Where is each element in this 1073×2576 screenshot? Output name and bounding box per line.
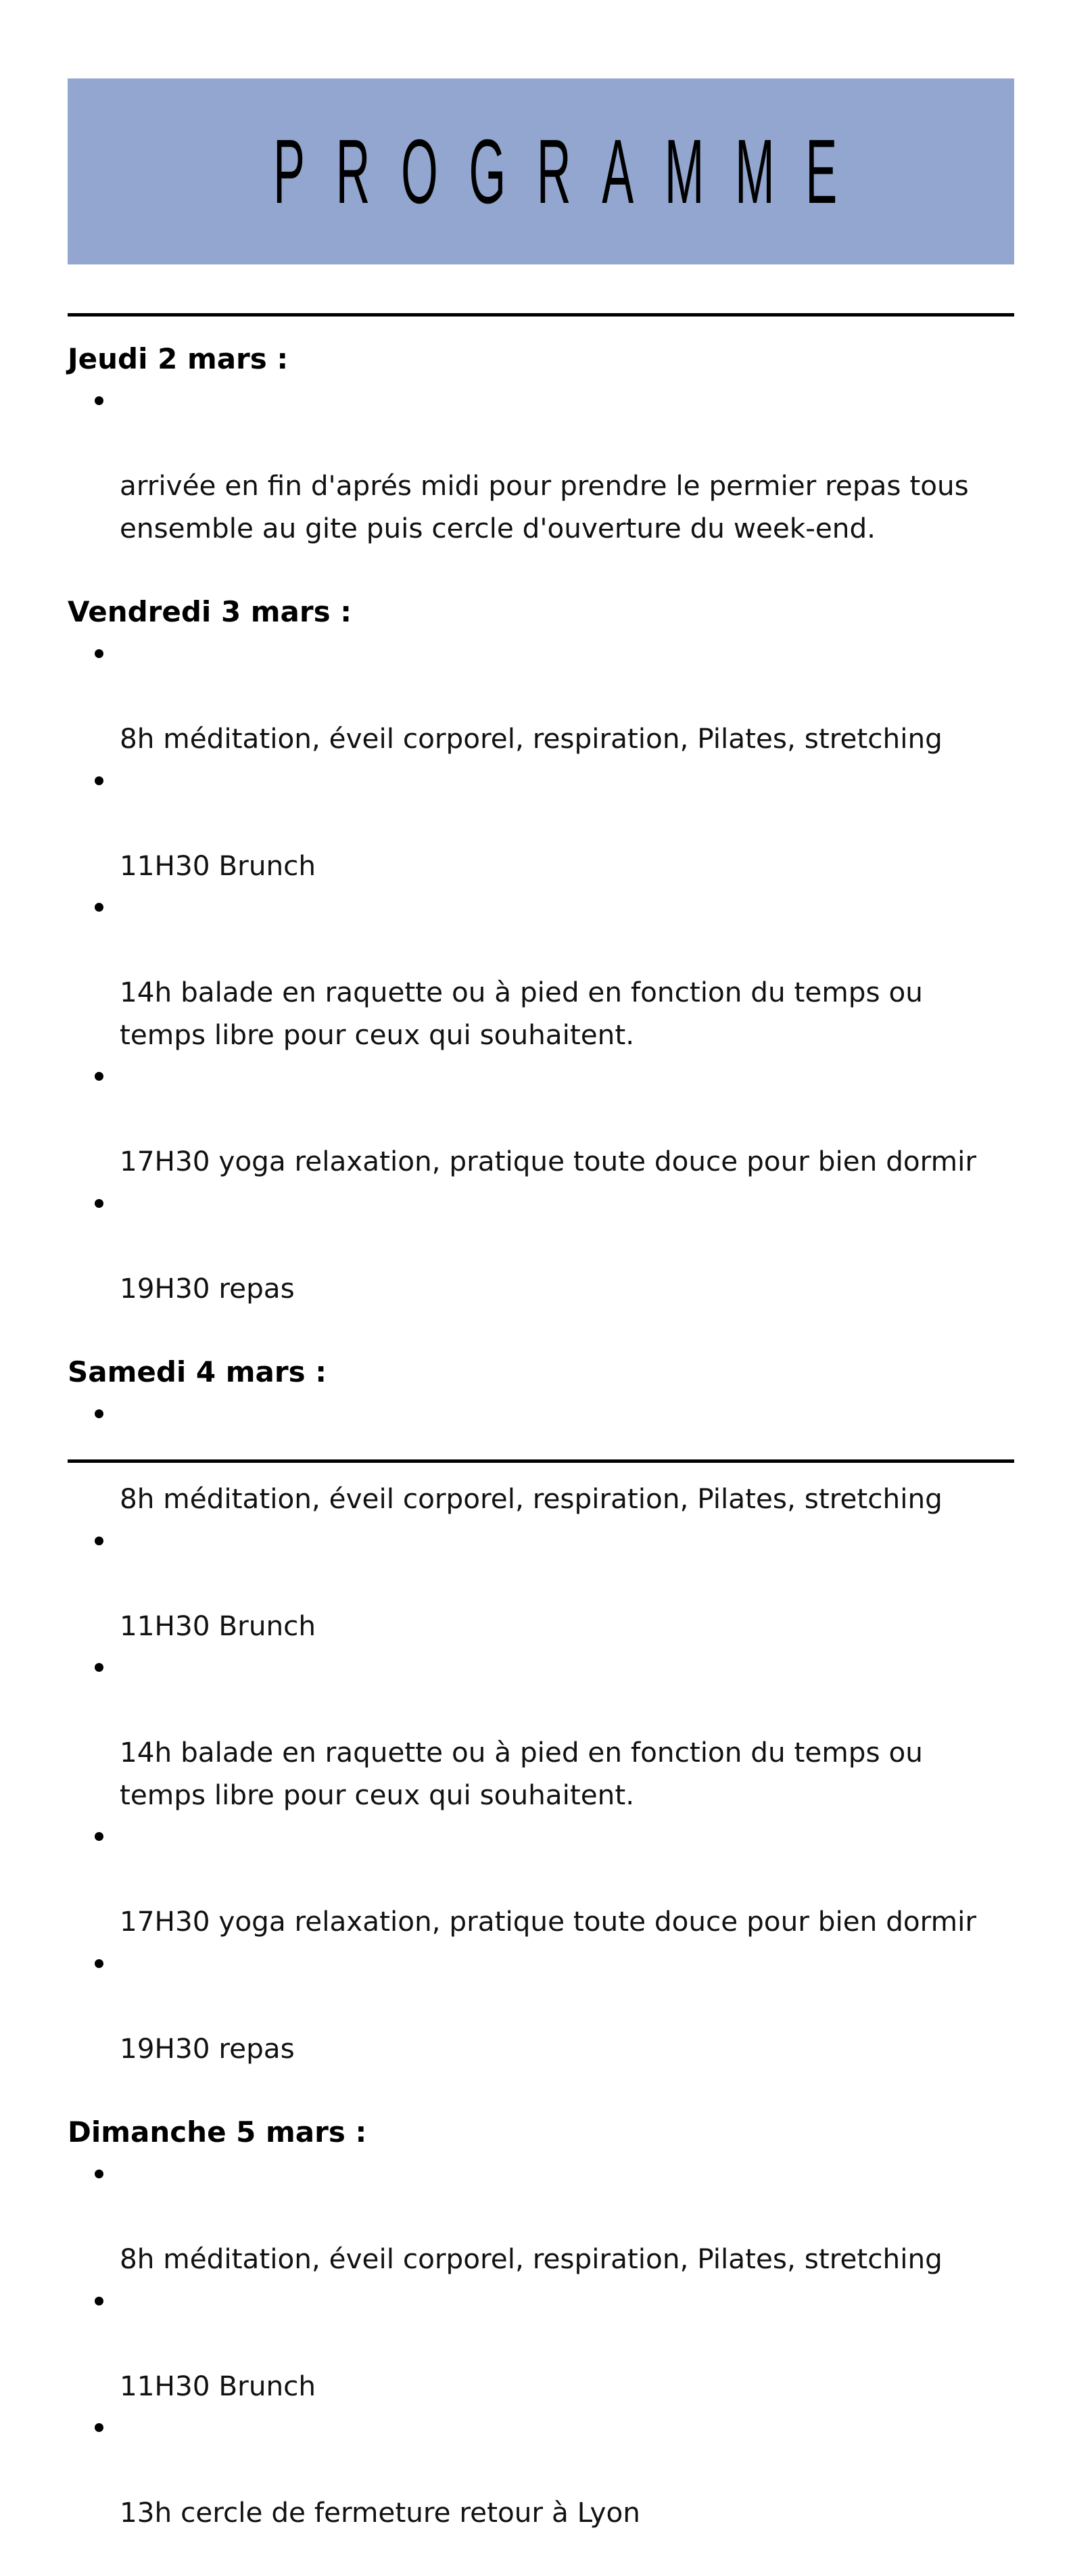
- activity-list: [68, 380, 1028, 549]
- activity-list: [68, 633, 1028, 1309]
- day-section-jeudi: [68, 338, 1028, 549]
- activity-item: [68, 1647, 1028, 1816]
- activity-text: 17H30 yoga relaxation, pratique toute douce pour bien dormir: [120, 1905, 976, 1938]
- day-heading: Vendredi 3 mars :: [68, 595, 352, 628]
- bullet-icon: [95, 1199, 103, 1208]
- activity-item: [68, 1520, 1028, 1647]
- activity-item: [68, 1056, 1028, 1183]
- bullet-icon: [95, 1409, 103, 1418]
- bullet-icon: [95, 2297, 103, 2305]
- activity-text: 14h balade en raquette ou à pied en fonction du temps ou temps libre pour ceux qui souhaitent.: [120, 1736, 923, 1811]
- activity-item: [68, 2280, 1028, 2408]
- day-heading: Dimanche 5 mars :: [68, 2115, 367, 2149]
- title-banner: [68, 78, 1014, 264]
- activity-item: [68, 380, 1028, 549]
- activity-item: [68, 2407, 1028, 2534]
- activity-text: 11H30 Brunch: [120, 2369, 316, 2402]
- activity-item: [68, 887, 1028, 1056]
- activity-item: [68, 1943, 1028, 2070]
- bullet-icon: [95, 1663, 103, 1672]
- bullet-icon: [95, 396, 103, 405]
- activity-text: 11H30 Brunch: [120, 1609, 316, 1642]
- activity-text: 8h méditation, éveil corporel, respiration, Pilates, stretching: [120, 2243, 943, 2275]
- day-heading: Jeudi 2 mars :: [68, 342, 289, 375]
- activity-item: [68, 633, 1028, 760]
- activity-text: 17H30 yoga relaxation, pratique toute douce pour bien dormir: [120, 1145, 976, 1177]
- day-section-dimanche: [68, 2111, 1028, 2534]
- activity-text: 13h cercle de fermeture retour à Lyon: [120, 2496, 640, 2529]
- activity-text: 8h méditation, éveil corporel, respiration, Pilates, stretching: [120, 722, 943, 755]
- bullet-icon: [95, 649, 103, 658]
- bullet-icon: [95, 1072, 103, 1081]
- bullet-icon: [95, 1537, 103, 1545]
- bullet-icon: [95, 776, 103, 785]
- activity-text: 19H30 repas: [120, 1271, 295, 1305]
- activity-text: arrivée en fin d'aprés midi pour prendre le permier repas tous ensemble au gite puis cercle d'ouverture du week-end.: [120, 469, 969, 544]
- page-title: PROGRAMME: [273, 120, 868, 223]
- activity-text: 8h méditation, éveil corporel, respiration, Pilates, stretching: [120, 1482, 943, 1515]
- activity-list: [68, 2153, 1028, 2534]
- day-section-vendredi: [68, 591, 1028, 1309]
- day-heading: Samedi 4 mars :: [68, 1355, 327, 1388]
- bullet-icon: [95, 2170, 103, 2178]
- activity-item: [68, 1183, 1028, 1310]
- activity-item: [68, 2153, 1028, 2280]
- bullet-icon: [95, 903, 103, 912]
- bullet-icon: [95, 1959, 103, 1968]
- activity-text: 14h balade en raquette ou à pied en fonction du temps ou temps libre pour ceux qui souhaitent.: [120, 976, 923, 1051]
- top-divider: [68, 313, 1014, 317]
- activity-text: 19H30 repas: [120, 2032, 295, 2065]
- bullet-icon: [95, 2423, 103, 2432]
- bottom-divider: [68, 1459, 1014, 1463]
- bullet-icon: [95, 1832, 103, 1841]
- schedule: [68, 338, 1028, 2576]
- activity-item: [68, 1816, 1028, 1943]
- activity-item: [68, 760, 1028, 887]
- activity-list: [68, 1393, 1028, 2069]
- activity-text: 11H30 Brunch: [120, 849, 316, 882]
- activity-item: [68, 1393, 1028, 1520]
